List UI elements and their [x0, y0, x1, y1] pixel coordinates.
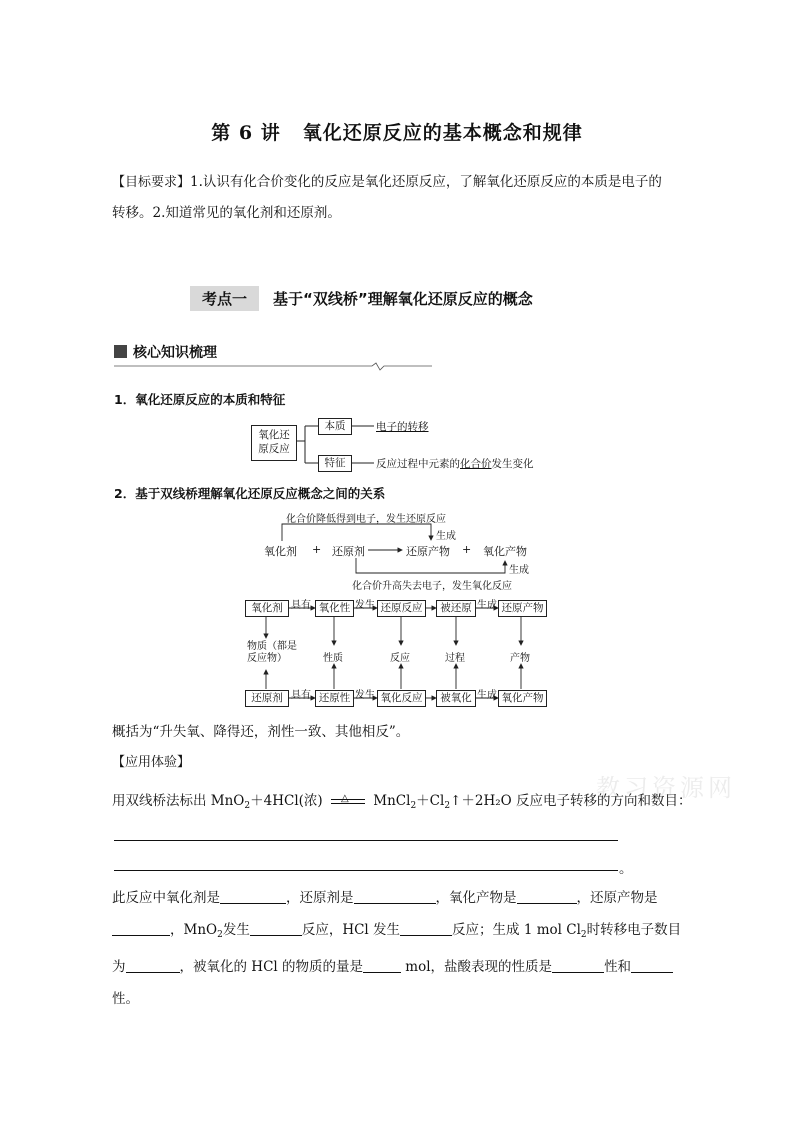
- eq-text-1: 用双线桥法标出 MnO: [112, 793, 245, 809]
- blank-reductant[interactable]: [354, 889, 436, 904]
- q1-text-b: ，还原剂是: [286, 890, 354, 906]
- q2-sub-1: 2: [217, 930, 223, 940]
- core-knowledge-heading: [114, 342, 217, 362]
- box-reduction-product: 还原产物: [498, 600, 547, 617]
- eq-reductant: 还原剂: [332, 545, 365, 558]
- link-undergo-2: 发生: [355, 690, 375, 701]
- bottom-bridge-note: 化合价升高失去电子，发生氧化反应: [352, 581, 512, 592]
- eq-plus-2: +: [462, 543, 472, 556]
- q2-text-c: 反应，HCl 发生: [301, 922, 401, 938]
- blank-hcl-reaction[interactable]: [400, 921, 452, 936]
- kaodian-badge: 考点一: [190, 286, 259, 311]
- label-product: 产物: [510, 653, 530, 664]
- q2-text-d: 反应；生成 1 mol Cl: [452, 922, 581, 938]
- label-property: 性质: [323, 653, 343, 664]
- blank-property-1[interactable]: [552, 958, 604, 973]
- blank-property-2[interactable]: [631, 958, 673, 973]
- q2-text-e: 时转移电子数目: [586, 922, 682, 938]
- core-heading-rule: [114, 362, 434, 372]
- link-generate-1: 生成: [477, 600, 497, 611]
- link-have-1: 具有: [291, 600, 311, 611]
- questions-paragraph: [112, 882, 692, 1015]
- label-reaction: 反应: [390, 653, 410, 664]
- box-reduction-reaction: 还原反应: [377, 600, 426, 617]
- eq-sub-1: 2: [244, 801, 251, 811]
- core-heading-text: 核心知识梳理: [133, 345, 217, 361]
- practice-tag: 【应用体验】: [112, 755, 191, 770]
- section-1-title: 氧化还原反应的本质和特征: [135, 392, 286, 407]
- eq-text-3: MnCl: [373, 793, 411, 809]
- eq-plus-1: +: [312, 543, 322, 556]
- kaodian-heading: [190, 286, 533, 312]
- section-2-heading: [114, 484, 385, 502]
- q3-text-c: mol，盐酸表现的性质是: [401, 959, 553, 975]
- box-reducing: 还原性: [315, 690, 354, 707]
- q2-sub-2: 2: [580, 930, 587, 940]
- q3-text-a: 为: [112, 959, 126, 975]
- feature-text-post: 发生变化: [491, 458, 534, 470]
- section-2-number: 2．: [114, 486, 136, 501]
- link-have-2: 具有: [291, 690, 311, 701]
- section-1-connectors: [0, 0, 794, 480]
- q1-text-a: 此反应中氧化剂是: [112, 890, 220, 906]
- label-substance: 物质（都是反应物）: [247, 641, 297, 664]
- blank-electron-count[interactable]: [126, 958, 180, 973]
- heat-symbol: △: [340, 792, 349, 804]
- box-reduced: 被还原: [436, 600, 476, 617]
- answer-line-1[interactable]: [114, 840, 618, 841]
- box-oxidation-product: 氧化产物: [498, 690, 547, 707]
- essence-text: 电子的转移: [376, 421, 429, 433]
- summary-text: 概括为“升失氧、降得还，剂性一致、其他相反”。: [112, 724, 410, 740]
- root-box: [251, 425, 297, 461]
- feature-box: 特征: [318, 455, 352, 472]
- box-oxidant: 氧化剂: [245, 600, 289, 617]
- label-process: 过程: [445, 653, 465, 664]
- q2-text-a: ，MnO: [170, 922, 218, 938]
- eq-oxidation-product: 氧化产物: [483, 545, 527, 558]
- feature-text-underlined: 化合价: [460, 458, 492, 470]
- goal-line-2: 转移。2.知道常见的氧化剂和还原剂。: [112, 205, 341, 221]
- blank-hcl-moles[interactable]: [363, 958, 401, 973]
- top-bridge-note: 化合价降低得到电子，发生还原反应: [286, 514, 446, 525]
- feature-text-pre: 反应过程中元素的: [376, 458, 460, 470]
- answer-line-2[interactable]: [114, 870, 618, 871]
- section-1-diagram: [0, 0, 794, 480]
- watermark: 教习资源网: [596, 774, 736, 802]
- root-line-2: 原反应: [258, 443, 290, 455]
- blank-reduction-product[interactable]: [112, 921, 170, 936]
- section-1-heading: [114, 390, 285, 408]
- lecture-topic: 氧化还原反应的基本概念和规律: [302, 122, 583, 144]
- kaodian-title: 基于“双线桥”理解氧化还原反应的概念: [273, 290, 533, 308]
- page-title: [0, 118, 794, 145]
- blank-mno2-reaction[interactable]: [250, 921, 302, 936]
- eq-text-5: ↑＋2H₂O 反应电子转移的方向和数目：: [450, 793, 692, 809]
- practice-prompt: [112, 786, 712, 822]
- section-1-number: 1．: [114, 392, 136, 407]
- eq-text-2: ＋4HCl(浓): [250, 793, 323, 809]
- eq-text-4: ＋Cl: [416, 793, 445, 809]
- q3-text-b: ，被氧化的 HCl 的物质的量是: [179, 959, 364, 975]
- reaction-condition-sign: [331, 792, 365, 809]
- essence-box: 本质: [318, 418, 352, 435]
- box-oxidation-reaction: 氧化反应: [377, 690, 426, 707]
- goal-paragraph: [112, 167, 688, 229]
- square-bullet-icon: [114, 345, 127, 358]
- q1-text-c: ，氧化产物是: [435, 890, 517, 906]
- link-undergo-1: 发生: [355, 600, 375, 611]
- box-oxidizing: 氧化性: [315, 600, 354, 617]
- q2-text-b: 发生: [222, 922, 250, 938]
- eq-sub-3: 2: [444, 801, 451, 811]
- section-2-title: 基于双线桥理解氧化还原反应概念之间的关系: [135, 486, 386, 501]
- feature-text: [376, 456, 534, 471]
- q4-text: 性。: [112, 991, 139, 1007]
- root-line-1: 氧化还: [258, 429, 290, 441]
- blank-oxidation-product[interactable]: [517, 889, 577, 904]
- answer-end-mark: 。: [619, 861, 633, 877]
- blank-oxidant[interactable]: [220, 889, 286, 904]
- goal-line-1: 1.认识有化合价变化的反应是氧化还原反应，了解氧化还原反应的本质是电子的: [190, 174, 662, 190]
- eq-reduction-product: 还原产物: [406, 545, 450, 558]
- eq-oxidant: 氧化剂: [264, 545, 297, 558]
- q1-text-d: ，还原产物是: [576, 890, 658, 906]
- generate-label-2: 生成: [509, 565, 529, 576]
- box-reductant: 还原剂: [245, 690, 289, 707]
- lecture-number: 第 6 讲: [211, 122, 281, 144]
- generate-label-1: 生成: [436, 531, 456, 542]
- q3-text-d: 性和: [604, 959, 632, 975]
- link-generate-2: 生成: [477, 690, 497, 701]
- box-oxidized: 被氧化: [436, 690, 476, 707]
- eq-sub-2: 2: [410, 801, 417, 811]
- goal-tag: 【目标要求】: [112, 175, 191, 190]
